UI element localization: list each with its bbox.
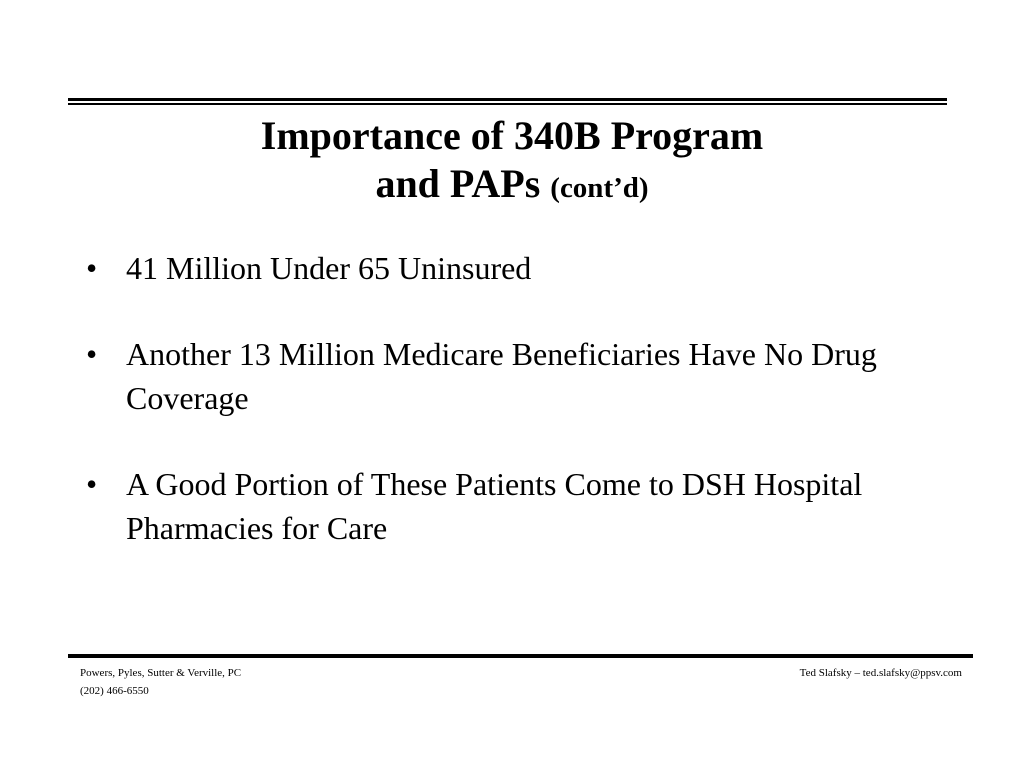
footer-phone: (202) 466-6550 <box>80 685 149 697</box>
top-divider <box>68 98 947 105</box>
bullet-text: A Good Portion of These Patients Come to DSH Hospital Pharmacies for Care <box>126 466 863 546</box>
footer-firm: Powers, Pyles, Sutter & Verville, PC <box>80 667 242 679</box>
footer-contact: Ted Slafsky – ted.slafsky@ppsv.com <box>799 667 962 679</box>
bullet-item <box>86 462 946 550</box>
title-line-2-suffix: (cont’d) <box>550 172 649 204</box>
bullet-list <box>86 246 946 592</box>
title-line-2 <box>0 160 1024 212</box>
bullet-item <box>86 246 946 290</box>
bullet-text: 41 Million Under 65 Uninsured <box>126 250 532 286</box>
title-line-2-main: and PAPs <box>375 161 541 206</box>
footer-right <box>800 664 962 682</box>
bullet-symbol: • <box>86 466 98 502</box>
bullet-symbol: • <box>86 250 98 286</box>
footer-left <box>80 664 241 700</box>
bullet-text: Another 13 Million Medicare Beneficiaries Have No Drug Coverage <box>126 336 877 416</box>
bottom-divider <box>68 654 973 658</box>
bullet-symbol: • <box>86 336 98 372</box>
bullet-item <box>86 332 946 420</box>
title-line-1: Importance of 340B Program <box>260 113 764 158</box>
slide-title <box>0 112 1024 212</box>
